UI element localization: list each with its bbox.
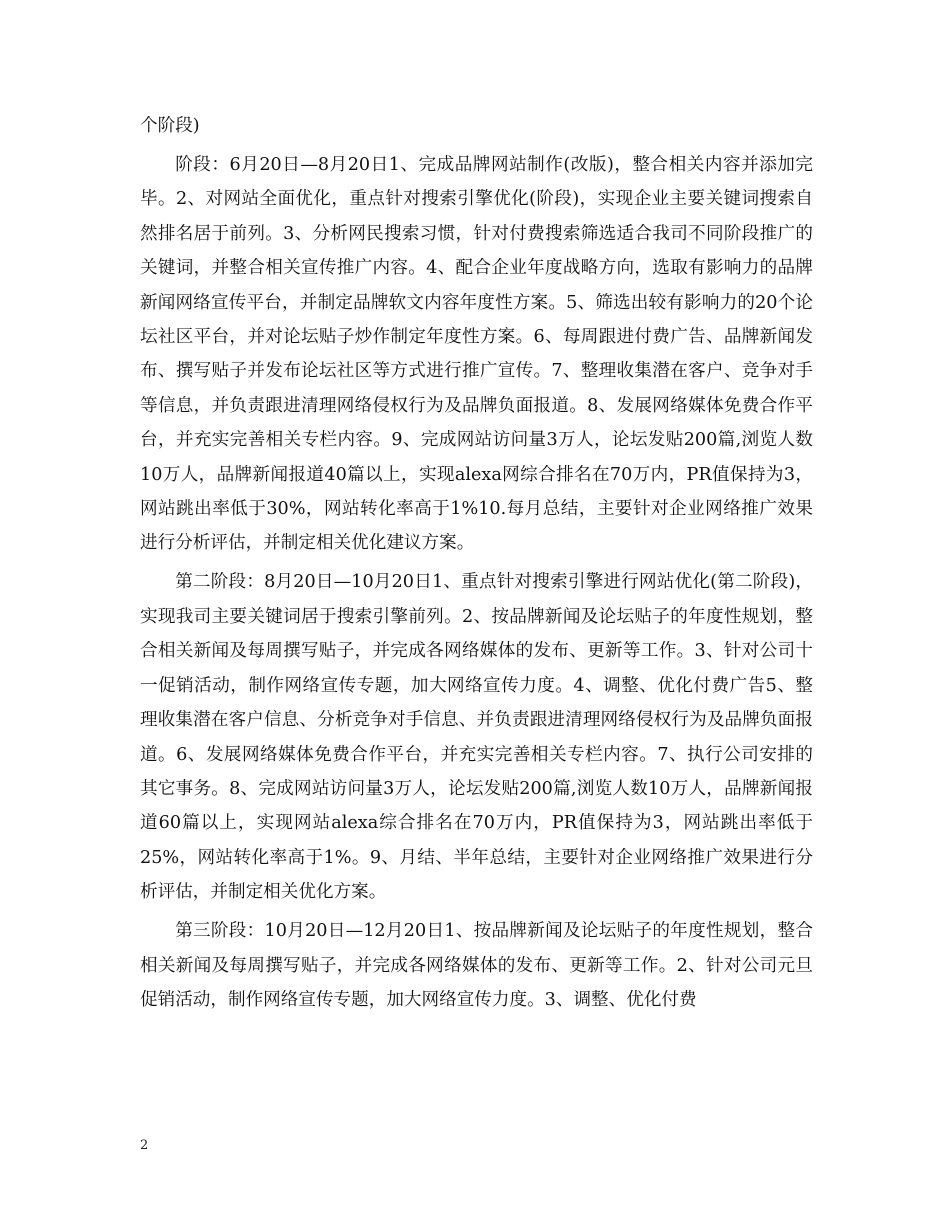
paragraph-stage-one: 阶段：6月20日—8月20日1、完成品牌网站制作(改版)，整合相关内容并添加完毕。2、对网站全面优化，重点针对搜索引擎优化(阶段)，实现企业主要关键词搜索自然排名居于前列。3、分析网民搜索习惯，针对付费搜索筛选适合我司不同阶段推广的关键词，并整合相关宣传推广内容。4、配合企业年度战略方向，选取有影响力的品牌新闻网络宣传平台，并制定品牌软文内容年度性方案。5、筛选出较有影响力的20个论坛社区平台，并对论坛贴子炒作制定年度性方案。6、每周跟进付费广告、品牌新闻发布、撰写贴子并发布论坛社区等方式进行推广宣传。7、整理收集潜在客户、竞争对手等信息，并负责跟进清理网络侵权行为及品牌负面报道。8、发展网络媒体免费合作平台，并充实完善相关专栏内容。9、完成网站访问量3万人，论坛发贴200篇,浏览人数10万人，品牌新闻报道40篇以上，实现alexa网综合排名在70万内，PR值保持为3，网站跳出率低于30%，网站转化率高于1%10.每月总结，主要针对企业网络推广效果进行分析评估，并制定相关优化建议方案。 (140, 155, 813, 554)
paragraph-stage-three: 第三阶段：10月20日—12月20日1、按品牌新闻及论坛贴子的年度性规划，整合相关新闻及每周撰写贴子，并完成各网络媒体的发布、更新等工作。2、针对公司元旦促销活动，制作网络宣传专题，加大网络宣传力度。3、调整、优化付费 (140, 921, 813, 1010)
page-number: 2 (140, 1138, 149, 1153)
document-body (140, 109, 813, 1017)
paragraph-continuation: 个阶段) (140, 116, 200, 136)
paragraph-stage-two: 第二阶段：8月20日—10月20日1、重点针对搜索引擎进行网站优化(第二阶段)，实现我司主要关键词居于搜索引擎前列。2、按品牌新闻及论坛贴子的年度性规划，整合相关新闻及每周撰写贴子，并完成各网络媒体的发布、更新等工作。3、针对公司十一促销活动，制作网络宣传专题，加大网络宣传力度。4、调整、优化付费广告5、整理收集潜在客户信息、分析竞争对手信息、并负责跟进清理网络侵权行为及品牌负面报道。6、发展网络媒体免费合作平台，并充实完善相关专栏内容。7、执行公司安排的其它事务。8、完成网站访问量3万人，论坛发贴200篇,浏览人数10万人，品牌新闻报道60篇以上，实现网站alexa综合排名在70万内，PR值保持为3，网站跳出率低于25%，网站转化率高于1%。9、月结、半年总结，主要针对企业网络推广效果进行分析评估，并制定相关优化方案。 (140, 572, 813, 903)
